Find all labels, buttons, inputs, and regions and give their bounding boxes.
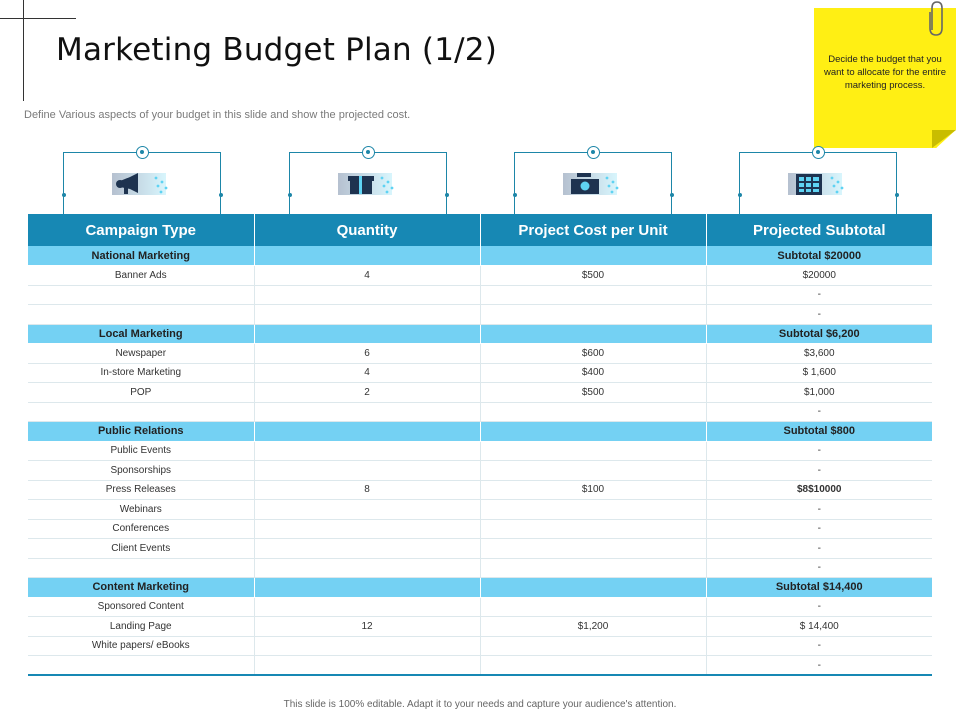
cell-campaign-type: National Marketing	[28, 246, 254, 266]
cell-campaign-type	[28, 402, 254, 422]
cell-cost-per-unit	[480, 324, 706, 344]
section-row	[28, 246, 932, 266]
cell-quantity	[254, 246, 480, 266]
cell-cost-per-unit: $500	[480, 266, 706, 286]
cell-quantity: 12	[254, 617, 480, 637]
cell-campaign-type: Public Events	[28, 441, 254, 461]
cell-cost-per-unit: $100	[480, 480, 706, 500]
cell-projected-subtotal: -	[706, 656, 932, 676]
cell-projected-subtotal: Subtotal $14,400	[706, 578, 932, 598]
quantity-icon-box	[289, 152, 447, 214]
cell-campaign-type	[28, 285, 254, 305]
side-dot	[288, 193, 292, 197]
cell-quantity	[254, 402, 480, 422]
cell-campaign-type: Landing Page	[28, 617, 254, 637]
cell-projected-subtotal: $8$10000	[706, 480, 932, 500]
cell-cost-per-unit	[480, 558, 706, 578]
megaphone-icon	[112, 169, 174, 199]
side-dot	[62, 193, 66, 197]
cell-quantity	[254, 656, 480, 676]
cell-campaign-type: Sponsored Content	[28, 597, 254, 617]
header-campaign-type: Campaign Type	[28, 214, 254, 246]
cell-campaign-type: Press Releases	[28, 480, 254, 500]
table-row	[28, 363, 932, 383]
connector-dot	[136, 146, 149, 159]
budget-table	[28, 214, 932, 676]
paperclip-icon	[924, 0, 946, 38]
cell-quantity: 8	[254, 480, 480, 500]
cell-cost-per-unit	[480, 305, 706, 325]
cell-projected-subtotal: -	[706, 285, 932, 305]
cell-quantity: 2	[254, 383, 480, 403]
cell-projected-subtotal: -	[706, 402, 932, 422]
cell-quantity: 6	[254, 344, 480, 364]
side-dot	[738, 193, 742, 197]
cell-projected-subtotal: -	[706, 519, 932, 539]
table-row	[28, 305, 932, 325]
header-projected-subtotal: Projected Subtotal	[706, 214, 932, 246]
cell-campaign-type: Sponsorships	[28, 461, 254, 481]
page-subtitle: Define Various aspects of your budget in this slide and show the projected cost.	[24, 109, 411, 121]
table-row	[28, 656, 932, 676]
section-row	[28, 422, 932, 442]
table-row	[28, 285, 932, 305]
cell-cost-per-unit	[480, 422, 706, 442]
cell-cost-per-unit	[480, 461, 706, 481]
cell-quantity	[254, 324, 480, 344]
cell-cost-per-unit	[480, 636, 706, 656]
cell-cost-per-unit	[480, 402, 706, 422]
cell-cost-per-unit	[480, 656, 706, 676]
cell-cost-per-unit: $600	[480, 344, 706, 364]
cell-campaign-type: Newspaper	[28, 344, 254, 364]
cell-cost-per-unit: $500	[480, 383, 706, 403]
cell-campaign-type	[28, 305, 254, 325]
cell-cost-per-unit	[480, 597, 706, 617]
cell-projected-subtotal: Subtotal $6,200	[706, 324, 932, 344]
table-row	[28, 519, 932, 539]
cell-cost-per-unit	[480, 246, 706, 266]
section-row	[28, 324, 932, 344]
cell-quantity	[254, 636, 480, 656]
cell-projected-subtotal: Subtotal $20000	[706, 246, 932, 266]
cell-projected-subtotal: Subtotal $800	[706, 422, 932, 442]
cell-campaign-type: Local Marketing	[28, 324, 254, 344]
table-row	[28, 539, 932, 559]
table-row	[28, 597, 932, 617]
corner-line-vertical	[23, 0, 24, 101]
cell-quantity	[254, 597, 480, 617]
cell-campaign-type	[28, 656, 254, 676]
cell-projected-subtotal: -	[706, 636, 932, 656]
cell-quantity	[254, 558, 480, 578]
connector-dot	[812, 146, 825, 159]
corner-line-horizontal	[0, 18, 76, 19]
cell-campaign-type: Conferences	[28, 519, 254, 539]
cell-campaign-type: Public Relations	[28, 422, 254, 442]
cell-campaign-type: White papers/ eBooks	[28, 636, 254, 656]
table-row	[28, 558, 932, 578]
cell-campaign-type: Client Events	[28, 539, 254, 559]
cell-projected-subtotal: $ 14,400	[706, 617, 932, 637]
connector-dot	[362, 146, 375, 159]
cell-quantity	[254, 539, 480, 559]
cell-campaign-type: Content Marketing	[28, 578, 254, 598]
cell-quantity	[254, 578, 480, 598]
table-row	[28, 617, 932, 637]
cell-projected-subtotal: $ 1,600	[706, 363, 932, 383]
connector-dot	[587, 146, 600, 159]
page-title: Marketing Budget Plan (1/2)	[56, 32, 497, 68]
cell-projected-subtotal: -	[706, 500, 932, 520]
cell-cost-per-unit	[480, 500, 706, 520]
cell-cost-per-unit	[480, 519, 706, 539]
header-quantity: Quantity	[254, 214, 480, 246]
cell-campaign-type	[28, 558, 254, 578]
side-dot	[670, 193, 674, 197]
cell-cost-per-unit	[480, 441, 706, 461]
table-row	[28, 480, 932, 500]
cell-projected-subtotal: -	[706, 558, 932, 578]
gift-box-icon	[338, 169, 400, 199]
cell-quantity	[254, 441, 480, 461]
header-cost-per-unit: Project Cost per Unit	[480, 214, 706, 246]
cell-projected-subtotal: -	[706, 461, 932, 481]
side-dot	[895, 193, 899, 197]
table-body	[28, 246, 932, 675]
cell-projected-subtotal: $3,600	[706, 344, 932, 364]
cell-projected-subtotal: -	[706, 305, 932, 325]
cell-cost-per-unit	[480, 285, 706, 305]
subtotal-icon-box	[739, 152, 897, 214]
table-row	[28, 383, 932, 403]
cell-cost-per-unit	[480, 539, 706, 559]
footer-note: This slide is 100% editable. Adapt it to your needs and capture your audience's attention.	[283, 699, 677, 710]
section-row	[28, 578, 932, 598]
cell-campaign-type: In-store Marketing	[28, 363, 254, 383]
table-row	[28, 500, 932, 520]
cell-quantity	[254, 519, 480, 539]
cell-quantity	[254, 305, 480, 325]
side-dot	[445, 193, 449, 197]
cell-cost-per-unit: $1,200	[480, 617, 706, 637]
campaign-type-icon-box	[63, 152, 221, 214]
table-row	[28, 402, 932, 422]
cell-quantity: 4	[254, 363, 480, 383]
table-row	[28, 344, 932, 364]
calculator-icon	[788, 169, 850, 199]
table-header-row	[28, 214, 932, 246]
table-row	[28, 266, 932, 286]
side-dot	[219, 193, 223, 197]
table-row	[28, 636, 932, 656]
cell-campaign-type: Banner Ads	[28, 266, 254, 286]
cell-quantity: 4	[254, 266, 480, 286]
money-icon	[563, 169, 625, 199]
cell-projected-subtotal: $1,000	[706, 383, 932, 403]
sticky-note-text: Decide the budget that you want to allocate for the entire marketing process.	[824, 54, 946, 91]
cell-quantity	[254, 422, 480, 442]
cell-projected-subtotal: -	[706, 539, 932, 559]
cell-projected-subtotal: $20000	[706, 266, 932, 286]
cell-quantity	[254, 500, 480, 520]
cell-projected-subtotal: -	[706, 441, 932, 461]
cell-campaign-type: Webinars	[28, 500, 254, 520]
cell-quantity	[254, 285, 480, 305]
cell-projected-subtotal: -	[706, 597, 932, 617]
cell-quantity	[254, 461, 480, 481]
cell-cost-per-unit	[480, 578, 706, 598]
table-row	[28, 461, 932, 481]
side-dot	[513, 193, 517, 197]
cell-cost-per-unit: $400	[480, 363, 706, 383]
cell-campaign-type: POP	[28, 383, 254, 403]
cost-icon-box	[514, 152, 672, 214]
table-row	[28, 441, 932, 461]
